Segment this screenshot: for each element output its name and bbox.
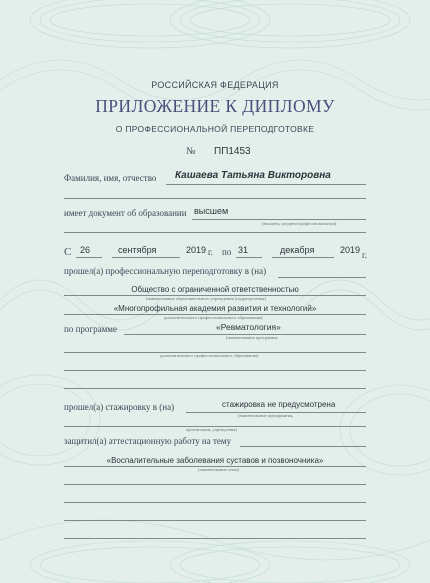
document-title: ПРИЛОЖЕНИЕ К ДИПЛОМУ (95, 96, 335, 116)
program-hint: (наименование программы (226, 335, 278, 340)
to-day: 31 (238, 245, 249, 255)
document-subtitle: О ПРОФЕССИОНАЛЬНОЙ ПЕРЕПОДГОТОВКЕ (115, 124, 315, 134)
thesis-value: «Воспалительные заболевания суставов и позвоночника» (106, 456, 324, 465)
to-year: 2019 (340, 245, 361, 255)
name-label: Фамилия, имя, отчество (64, 173, 157, 183)
internship-hint-2: организации, учреждения) (186, 427, 237, 432)
education-value: высшем (194, 206, 229, 216)
retraining-label: прошел(а) профессиональную переподготовку в (на) (64, 266, 267, 276)
from-day: 26 (80, 245, 91, 255)
name-line-2 (64, 198, 366, 199)
document-number: ПП1453 (214, 146, 251, 157)
name-line (166, 184, 366, 185)
thesis-label: защитил(а) аттестационную работу на тему (64, 436, 232, 446)
program-line-3 (64, 370, 366, 371)
from-label: С (64, 246, 72, 258)
thesis-line-5 (64, 520, 366, 521)
thesis-line-3 (64, 484, 366, 485)
education-hint: (высшем, среднем профессиональном) (262, 221, 337, 226)
thesis-line (240, 446, 366, 447)
org-hint-2: дополнительного профессионального образования) (164, 315, 263, 320)
education-line (192, 219, 366, 220)
program-hint-2: дополнительного профессионального образования) (160, 353, 259, 358)
thesis-line-4 (64, 502, 366, 503)
retraining-line (278, 277, 366, 278)
from-day-line (76, 257, 102, 258)
thesis-line-6 (64, 538, 366, 539)
to-year-suffix: г. (362, 250, 367, 260)
org-hint-1: (наименование образовательного учреждения (подразделения) (146, 296, 266, 301)
from-month-line (112, 257, 180, 258)
name-value: Кашаева Татьяна Викторовна (175, 170, 331, 181)
program-label: по программе (64, 324, 117, 334)
education-line-2 (64, 232, 366, 233)
to-month: декабря (280, 245, 315, 255)
to-label: по (222, 247, 232, 257)
program-value: «Ревматология» (216, 322, 281, 332)
country-heading: РОССИЙСКАЯ ФЕДЕРАЦИЯ (151, 80, 279, 90)
number-sign: № (186, 146, 196, 157)
org-line-1: Общество с ограниченной ответственностью (131, 285, 299, 294)
org-line-2: «Многопрофильная академия развития и технологий» (113, 304, 317, 313)
education-label: имеет документ об образовании (64, 208, 187, 218)
thesis-hint: (наименование темы) (198, 467, 240, 472)
to-day-line (236, 257, 262, 258)
from-year-suffix: г. (208, 247, 213, 257)
from-month: сентября (118, 245, 157, 255)
internship-hint: (наименование предприятия, (238, 413, 294, 418)
internship-label: прошел(а) стажировку в (на) (64, 402, 175, 412)
internship-value: стажировка не предусмотрена (222, 400, 336, 409)
from-year: 2019 (186, 245, 207, 255)
program-line-4 (64, 388, 366, 389)
to-month-line (272, 257, 334, 258)
